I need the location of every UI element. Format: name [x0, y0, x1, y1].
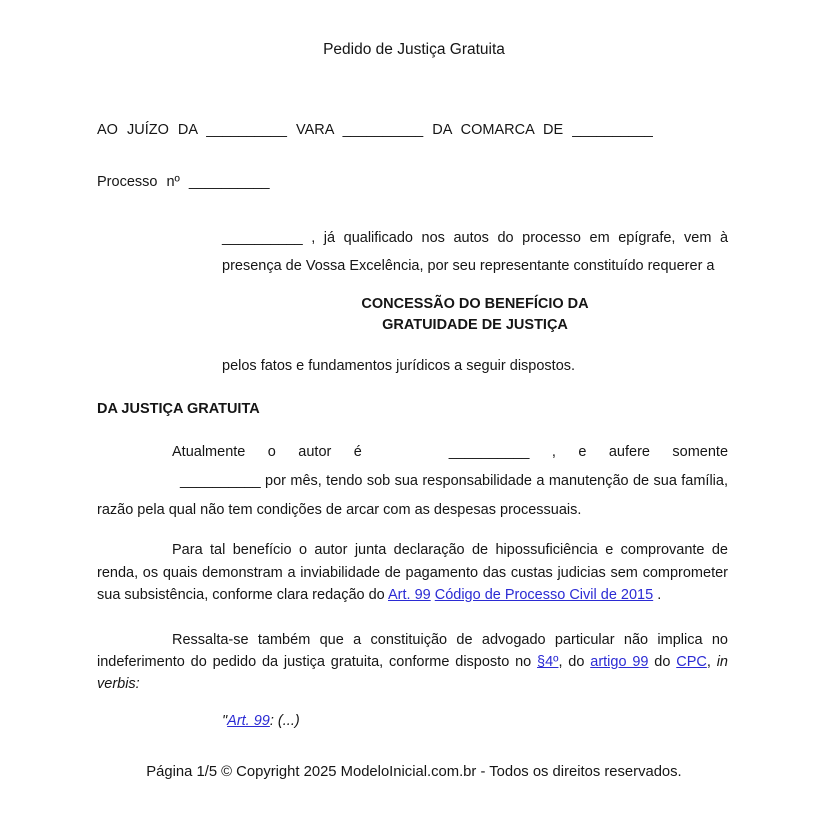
page-title: Pedido de Justiça Gratuita — [323, 41, 505, 58]
intro-line-1-text: já qualificado nos autos do processo em epígrafe, vem à — [323, 230, 729, 246]
intro-paragraph — [222, 224, 728, 280]
paragraph-atualmente-line-1 — [97, 438, 728, 467]
blank-field-income: __________ — [180, 473, 261, 489]
paragraph-ressalta — [97, 629, 728, 695]
quote-open: " — [222, 713, 228, 729]
paragraph-beneficio-line-1: Para tal benefício o autor junta declaração de hipossuficiência e comprovante de — [172, 542, 728, 558]
paragraph-beneficio-line-3 — [97, 584, 728, 607]
paragraph-beneficio-line-2: renda, os quais demonstram a inviabilidade de pagamento das custas judicias sem comprometer — [97, 564, 728, 581]
paragraph-ressalta-line-2 — [97, 651, 728, 673]
link-codigo-processo-civil-2015[interactable]: Código de Processo Civil de 2015 — [434, 587, 654, 603]
text-segment: e aufere somente — [578, 444, 729, 460]
paragraph-atualmente-line-2 — [97, 467, 728, 496]
text-segment: Atualmente o autor é — [172, 444, 362, 460]
link-paragrafo-4[interactable]: §4º — [537, 654, 559, 670]
request-heading — [222, 294, 728, 336]
request-heading-line-2: GRATUIDADE DE JUSTIÇA — [382, 317, 568, 333]
blank-field-process-number: __________ — [188, 174, 270, 190]
text-segment: , — [558, 654, 563, 670]
blank-field-vara-type: __________ — [342, 122, 424, 138]
facts-line: pelos fatos e fundamentos jurídicos a seguir dispostos. — [222, 358, 576, 374]
section-heading-justica-gratuita: DA JUSTIÇA GRATUITA — [97, 401, 260, 417]
page-footer: Página 1/5 © Copyright 2025 ModeloInicial.com.br - Todos os direitos reservados. — [146, 764, 682, 780]
text-segment-italic: in — [716, 654, 728, 670]
request-heading-line-1: CONCESSÃO DO BENEFÍCIO DA — [361, 296, 589, 312]
text-segment: do — [568, 654, 585, 670]
paragraph-beneficio — [97, 539, 728, 607]
blank-field-comarca: __________ — [572, 122, 653, 138]
court-line-text-1: AO JUÍZO DA — [97, 122, 198, 138]
intro-line-1 — [222, 224, 728, 252]
quote-rest: : (...) — [269, 713, 300, 729]
blank-field-vara-number: __________ — [206, 122, 287, 138]
text-segment: sua subsistência, conforme clara redação do — [97, 587, 385, 603]
paragraph-ressalta-line-3: verbis: — [97, 676, 140, 692]
quote-art-99 — [222, 712, 728, 732]
link-artigo-99[interactable]: artigo 99 — [590, 654, 649, 670]
text-segment: por mês, tendo sob sua responsabilidade a manutenção de sua família, — [265, 473, 728, 489]
court-address-line — [97, 121, 777, 141]
process-number-line — [97, 173, 497, 193]
process-number-label: Processo nº — [97, 174, 180, 190]
paragraph-atualmente-line-3: razão pela qual não tem condições de arcar com as despesas processuais. — [97, 502, 582, 518]
blank-field-author-name: __________ , — [222, 230, 316, 246]
text-segment: . — [657, 587, 662, 603]
court-line-text-2: VARA — [295, 122, 334, 138]
text-segment: , — [706, 654, 711, 670]
intro-line-2: presença de Vossa Excelência, por seu representante constituído requerer a — [222, 258, 715, 274]
text-segment: indeferimento do pedido da justiça gratuita, conforme disposto no — [97, 654, 532, 670]
text-segment: do — [654, 654, 671, 670]
paragraph-ressalta-line-1: Ressalta-se também que a constituição de advogado particular não implica no — [172, 632, 728, 648]
blank-field-qualification: __________ , — [448, 444, 556, 460]
court-line-text-3: DA COMARCA DE — [432, 122, 564, 138]
link-art-99-quote[interactable]: Art. 99 — [227, 713, 270, 729]
paragraph-atualmente — [97, 438, 728, 525]
link-art-99-cpc[interactable]: Art. 99 — [387, 587, 431, 603]
link-cpc[interactable]: CPC — [676, 654, 707, 670]
